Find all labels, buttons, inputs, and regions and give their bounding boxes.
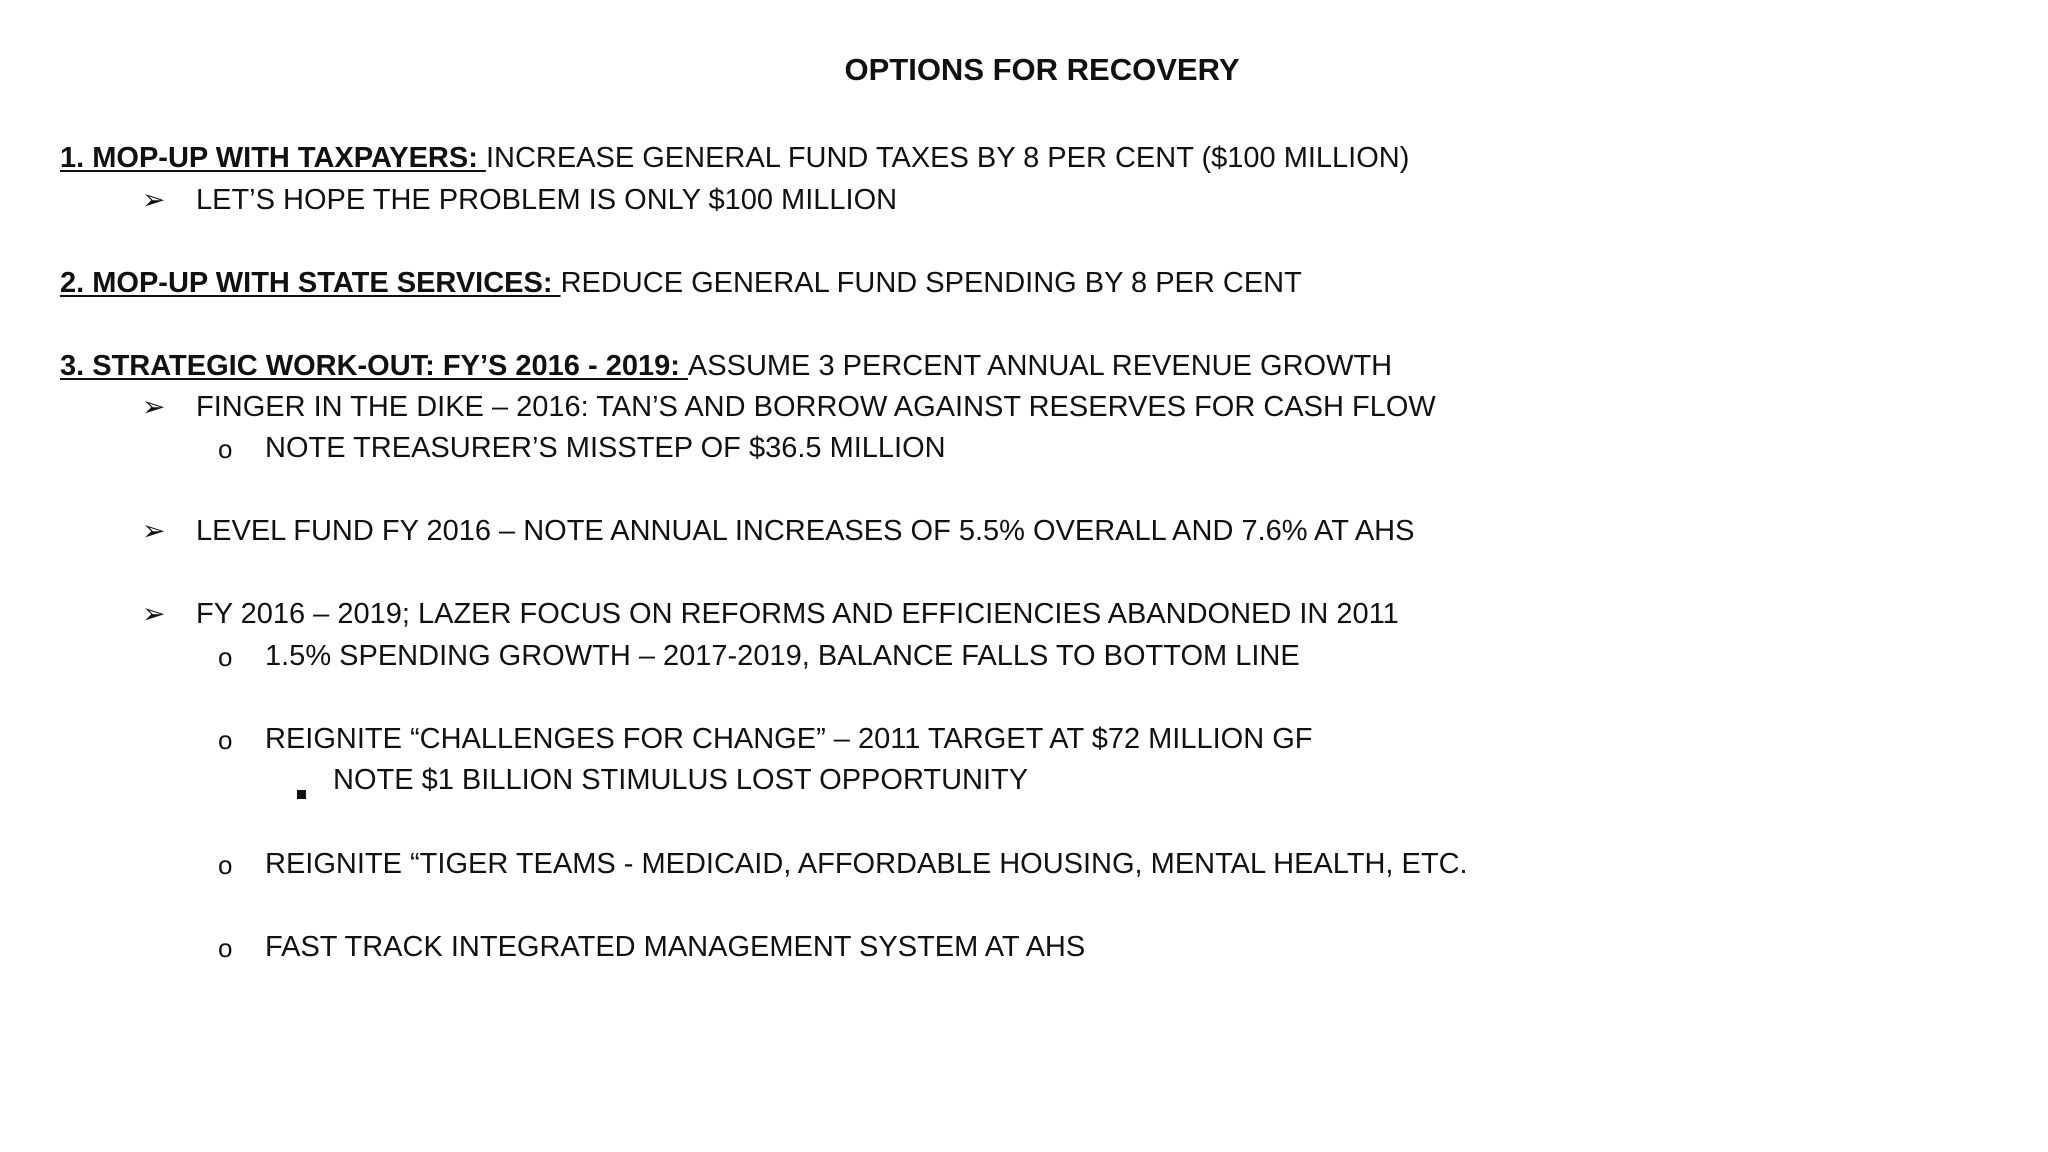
- circle-bullet-icon: o: [218, 850, 233, 880]
- option-3-heading: 3. STRATEGIC WORK-OUT: FY’S 2016 - 2019:: [60, 350, 688, 382]
- bullet-fast-track: FAST TRACK INTEGRATED MANAGEMENT SYSTEM AT AHS: [265, 931, 1086, 963]
- option-1-heading: 1. MOP-UP WITH TAXPAYERS:: [60, 142, 486, 174]
- option-3: [60, 352, 1392, 381]
- bullet-level-fund: LEVEL FUND FY 2016 – NOTE ANNUAL INCREASES OF 5.5% OVERALL AND 7.6% AT AHS: [196, 515, 1415, 547]
- option-2-text: REDUCE GENERAL FUND SPENDING BY 8 PER CENT: [560, 267, 1302, 299]
- arrow-bullet-icon: ➢: [142, 184, 166, 215]
- option-1-text: INCREASE GENERAL FUND TAXES BY 8 PER CENT ($100 MILLION): [485, 142, 1410, 174]
- slide-title: OPTIONS FOR RECOVERY: [844, 52, 1240, 87]
- bullet-fy-focus: FY 2016 – 2019; LAZER FOCUS ON REFORMS AND EFFICIENCIES ABANDONED IN 2011: [196, 598, 1399, 630]
- option-3-text: ASSUME 3 PERCENT ANNUAL REVENUE GROWTH: [687, 350, 1393, 382]
- bullet-challenges: REIGNITE “CHALLENGES FOR CHANGE” – 2011 TARGET AT $72 MILLION GF: [265, 723, 1313, 755]
- arrow-bullet-icon: ➢: [142, 598, 166, 629]
- circle-bullet-icon: o: [218, 642, 233, 672]
- square-bullet-icon: [297, 776, 306, 804]
- bullet-tiger-teams: REIGNITE “TIGER TEAMS - MEDICAID, AFFORDABLE HOUSING, MENTAL HEALTH, ETC.: [265, 848, 1468, 880]
- bullet-finger: FINGER IN THE DIKE – 2016: TAN’S AND BORROW AGAINST RESERVES FOR CASH FLOW: [196, 391, 1436, 423]
- bullet-treasurer: NOTE TREASURER’S MISSTEP OF $36.5 MILLION: [265, 432, 946, 464]
- option-1: [60, 144, 1409, 173]
- bullet-hope: LET’S HOPE THE PROBLEM IS ONLY $100 MILLION: [196, 184, 898, 216]
- option-2-heading: 2. MOP-UP WITH STATE SERVICES:: [60, 267, 561, 299]
- option-2: [60, 269, 1302, 298]
- arrow-bullet-icon: ➢: [142, 391, 166, 422]
- circle-bullet-icon: o: [218, 933, 233, 963]
- arrow-bullet-icon: ➢: [142, 515, 166, 546]
- circle-bullet-icon: o: [218, 434, 233, 464]
- circle-bullet-icon: o: [218, 725, 233, 755]
- bullet-stimulus: NOTE $1 BILLION STIMULUS LOST OPPORTUNITY: [333, 764, 1029, 796]
- bullet-spending-growth: 1.5% SPENDING GROWTH – 2017-2019, BALANCE FALLS TO BOTTOM LINE: [265, 640, 1300, 672]
